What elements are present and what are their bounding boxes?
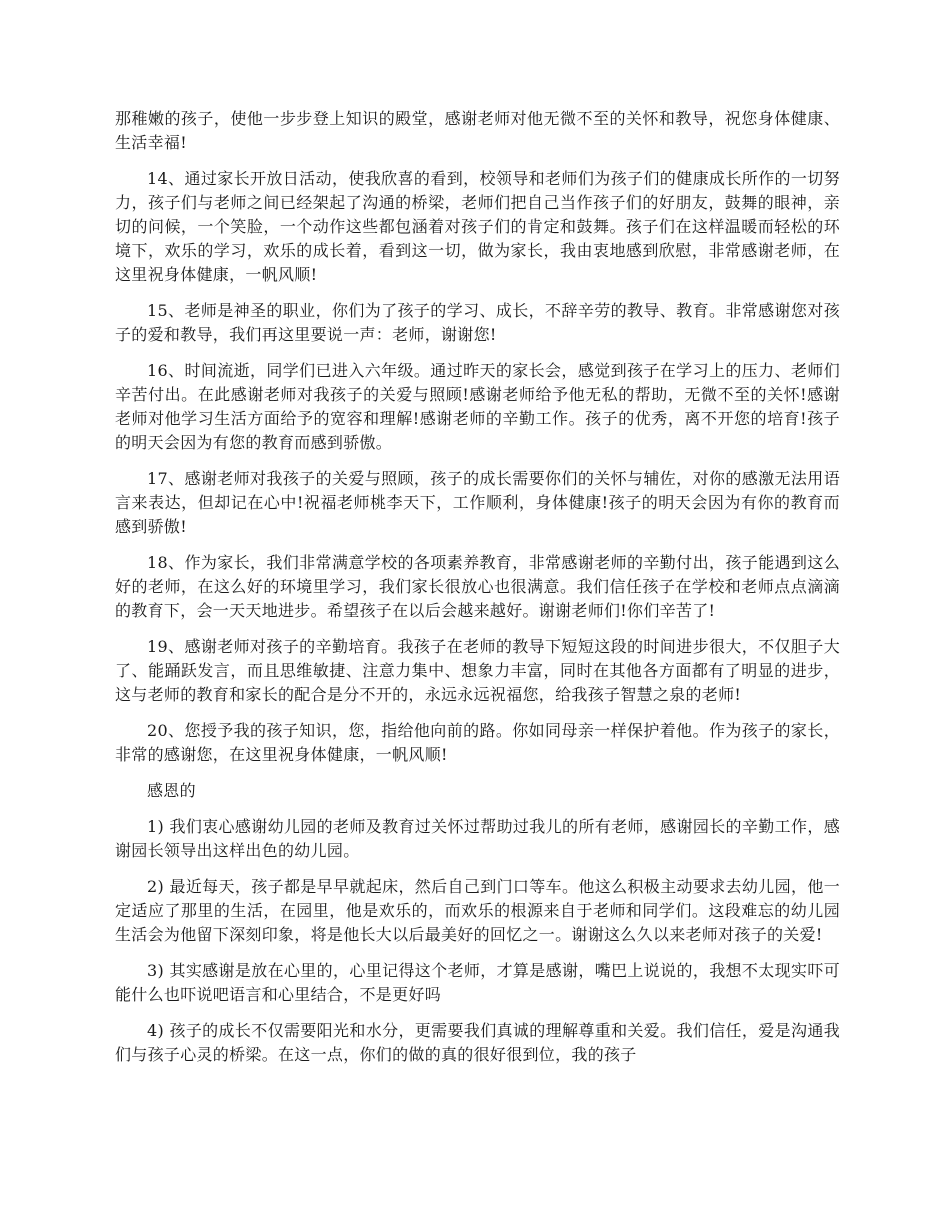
section-heading: 感恩的 [147, 781, 196, 800]
paragraph-continuation: 那稚嫩的孩子，使他一步步登上知识的殿堂，感谢老师对他无微不至的关怀和教导，祝您身体健康、生活幸福! [115, 109, 840, 152]
paragraph-19: 19、感谢老师对孩子的辛勤培育。我孩子在老师的教导下短短这段的时间进步很大，不仅胆子大了、能踊跃发言，而且思维敏捷、注意力集中、想象力丰富，同时在其他各方面都有了明显的进步，这与老师的教育和家长的配合是分不开的，永远永远祝福您，给我孩子智慧之泉的老师! [115, 637, 840, 704]
paragraph-item-3: 3) 其实感谢是放在心里的，心里记得这个老师，才算是感谢，嘴巴上说说的，我想不太现实吓可能什么也吓说吧语言和心里结合，不是更好吗 [115, 961, 840, 1004]
paragraph-item-2: 2) 最近每天，孩子都是早早就起床，然后自己到门口等车。他这么积极主动要求去幼儿园，他一定适应了那里的生活，在园里，他是欢乐的，而欢乐的根源来自于老师和同学们。这段难忘的幼儿园生活会为他留下深刻印象，将是他长大以后最美好的回忆之一。谢谢这么久以来老师对孩子的关爱! [115, 877, 840, 944]
paragraph-18: 18、作为家长，我们非常满意学校的各项素养教育，非常感谢老师的辛勤付出，孩子能遇到这么好的老师，在这么好的环境里学习，我们家长很放心也很满意。我们信任孩子在学校和老师点点滴滴的教育下，会一天天地进步。希望孩子在以后会越来越好。谢谢老师们!你们辛苦了! [115, 553, 840, 620]
paragraph-item-1: 1) 我们衷心感谢幼儿园的老师及教育过关怀过帮助过我儿的所有老师，感谢园长的辛勤工作，感谢园长领导出这样出色的幼儿园。 [115, 817, 840, 860]
document-page [115, 107, 840, 1079]
paragraph-20: 20、您授予我的孩子知识，您，指给他向前的路。你如同母亲一样保护着他。作为孩子的家长，非常的感谢您，在这里祝身体健康，一帆风顺! [115, 721, 840, 764]
paragraph-item-4: 4) 孩子的成长不仅需要阳光和水分，更需要我们真诚的理解尊重和关爱。我们信任，爱是沟通我们与孩子心灵的桥梁。在这一点，你们的做的真的很好很到位，我的孩子 [115, 1021, 840, 1064]
paragraph-17: 17、感谢老师对我孩子的关爱与照顾，孩子的成长需要你们的关怀与辅佐，对你的感激无法用语言来表达，但却记在心中!祝福老师桃李天下，工作顺利，身体健康!孩子的明天会因为有你的教育而感到骄傲! [115, 469, 840, 536]
paragraph-14: 14、通过家长开放日活动，使我欣喜的看到，校领导和老师们为孩子们的健康成长所作的一切努力，孩子们与老师之间已经架起了沟通的桥梁，老师们把自己当作孩子们的好朋友，鼓舞的眼神，亲切的问候，一个笑脸，一个动作这些都包涵着对孩子们的肯定和鼓舞。孩子们在这样温暖而轻松的环境下，欢乐的学习，欢乐的成长着，看到这一切，做为家长，我由衷地感到欣慰，非常感谢老师，在这里祝身体健康，一帆风顺! [115, 169, 840, 284]
paragraph-16: 16、时间流逝，同学们已进入六年级。通过昨天的家长会，感觉到孩子在学习上的压力、老师们辛苦付出。在此感谢老师对我孩子的关爱与照顾!感谢老师给予他无私的帮助，无微不至的关怀!感谢老师对他学习生活方面给予的宽容和理解!感谢老师的辛勤工作。孩子的优秀，离不开您的培育!孩子的明天会因为有您的教育而感到骄傲。 [115, 361, 840, 452]
paragraph-15: 15、老师是神圣的职业，你们为了孩子的学习、成长，不辞辛劳的教导、教育。非常感谢您对孩子的爱和教导，我们再这里要说一声：老师，谢谢您! [115, 301, 840, 344]
